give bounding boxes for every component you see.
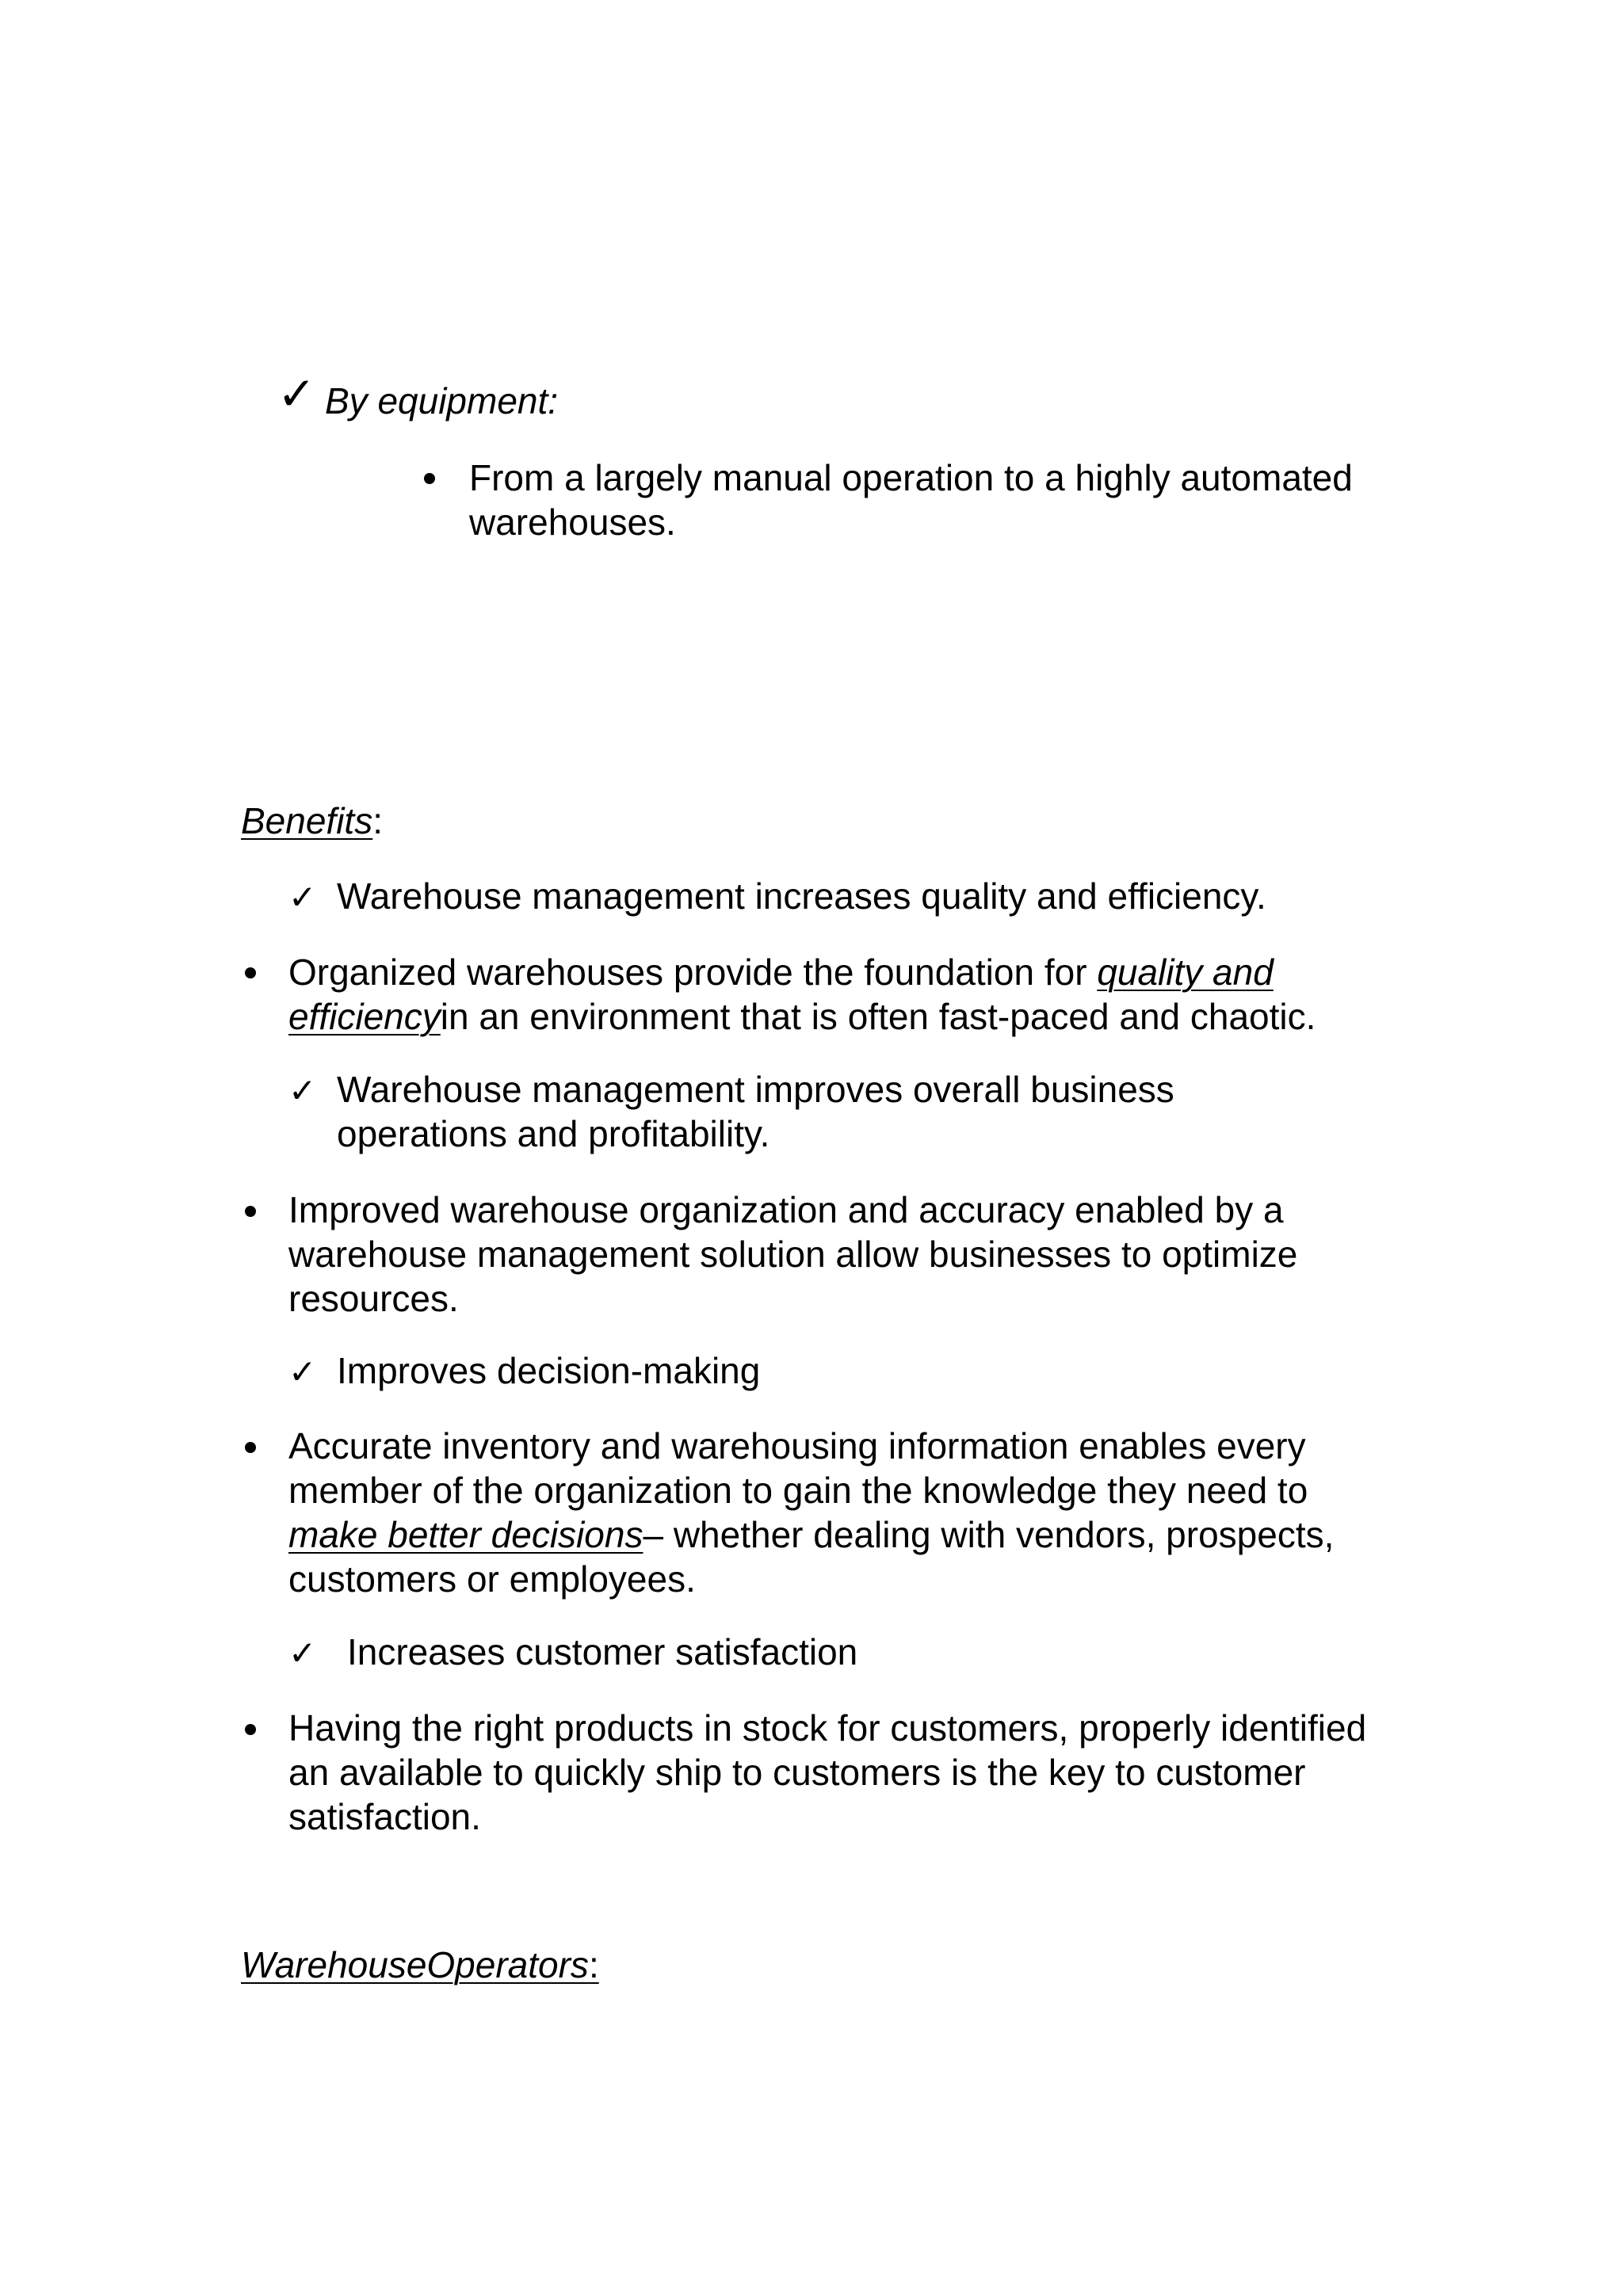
- benefit-bullet-3-emph: make better decisions: [288, 1514, 643, 1555]
- benefits-heading: [241, 799, 383, 843]
- equipment-bullet-text: From a largely manual operation to a highly automated warehouses.: [469, 457, 1353, 543]
- checkmark-icon: ✓: [288, 1634, 317, 1672]
- bullet-icon: [424, 473, 435, 484]
- operators-heading: [241, 1943, 599, 1987]
- benefit-check-2: Warehouse management improves overall business operations and profitability.: [337, 1069, 1174, 1154]
- benefit-bullet-3-after: – whether dealing with vendors, prospects, customers or employees.: [288, 1514, 1335, 1600]
- bullet-icon: [245, 1206, 256, 1217]
- benefit-check-4: Increases customer satisfaction: [347, 1631, 858, 1672]
- benefits-heading-text: Benefits: [241, 800, 373, 841]
- operators-heading-colon: :: [588, 1944, 599, 1985]
- benefit-bullet-3-before: Accurate inventory and warehousing information enables every member of the organization to gain the knowledge they need to: [288, 1425, 1308, 1511]
- benefit-bullet-3: [288, 1424, 1398, 1601]
- checkmark-icon: ✓: [277, 367, 316, 421]
- benefit-check-1: Warehouse management increases quality and efficiency.: [337, 875, 1266, 917]
- benefit-bullet-4: Having the right products in stock for customers, properly identified an available to quickly ship to customers is the key to customer satisfaction.: [288, 1707, 1367, 1837]
- benefit-bullet-1-emph: quality and efficiency: [288, 952, 1274, 1037]
- benefits-heading-colon: :: [372, 800, 383, 841]
- checkmark-icon: ✓: [288, 878, 317, 917]
- benefit-bullet-1: [288, 950, 1406, 1039]
- bullet-icon: [245, 1724, 256, 1735]
- benefit-bullet-1-after: in an environment that is often fast-paced and chaotic.: [440, 996, 1316, 1037]
- bullet-icon: [245, 967, 256, 978]
- benefit-bullet-2: Improved warehouse organization and accuracy enabled by a warehouse management solution allow businesses to optimize resources.: [288, 1189, 1298, 1319]
- benefit-bullet-1-before: Organized warehouses provide the foundation for: [288, 952, 1098, 993]
- benefit-check-3: Improves decision-making: [337, 1350, 761, 1391]
- equipment-heading: By equipment:: [325, 380, 559, 421]
- checkmark-icon: ✓: [288, 1071, 317, 1110]
- bullet-icon: [245, 1442, 256, 1453]
- checkmark-icon: ✓: [288, 1352, 317, 1391]
- operators-heading-text: WarehouseOperators: [241, 1944, 589, 1985]
